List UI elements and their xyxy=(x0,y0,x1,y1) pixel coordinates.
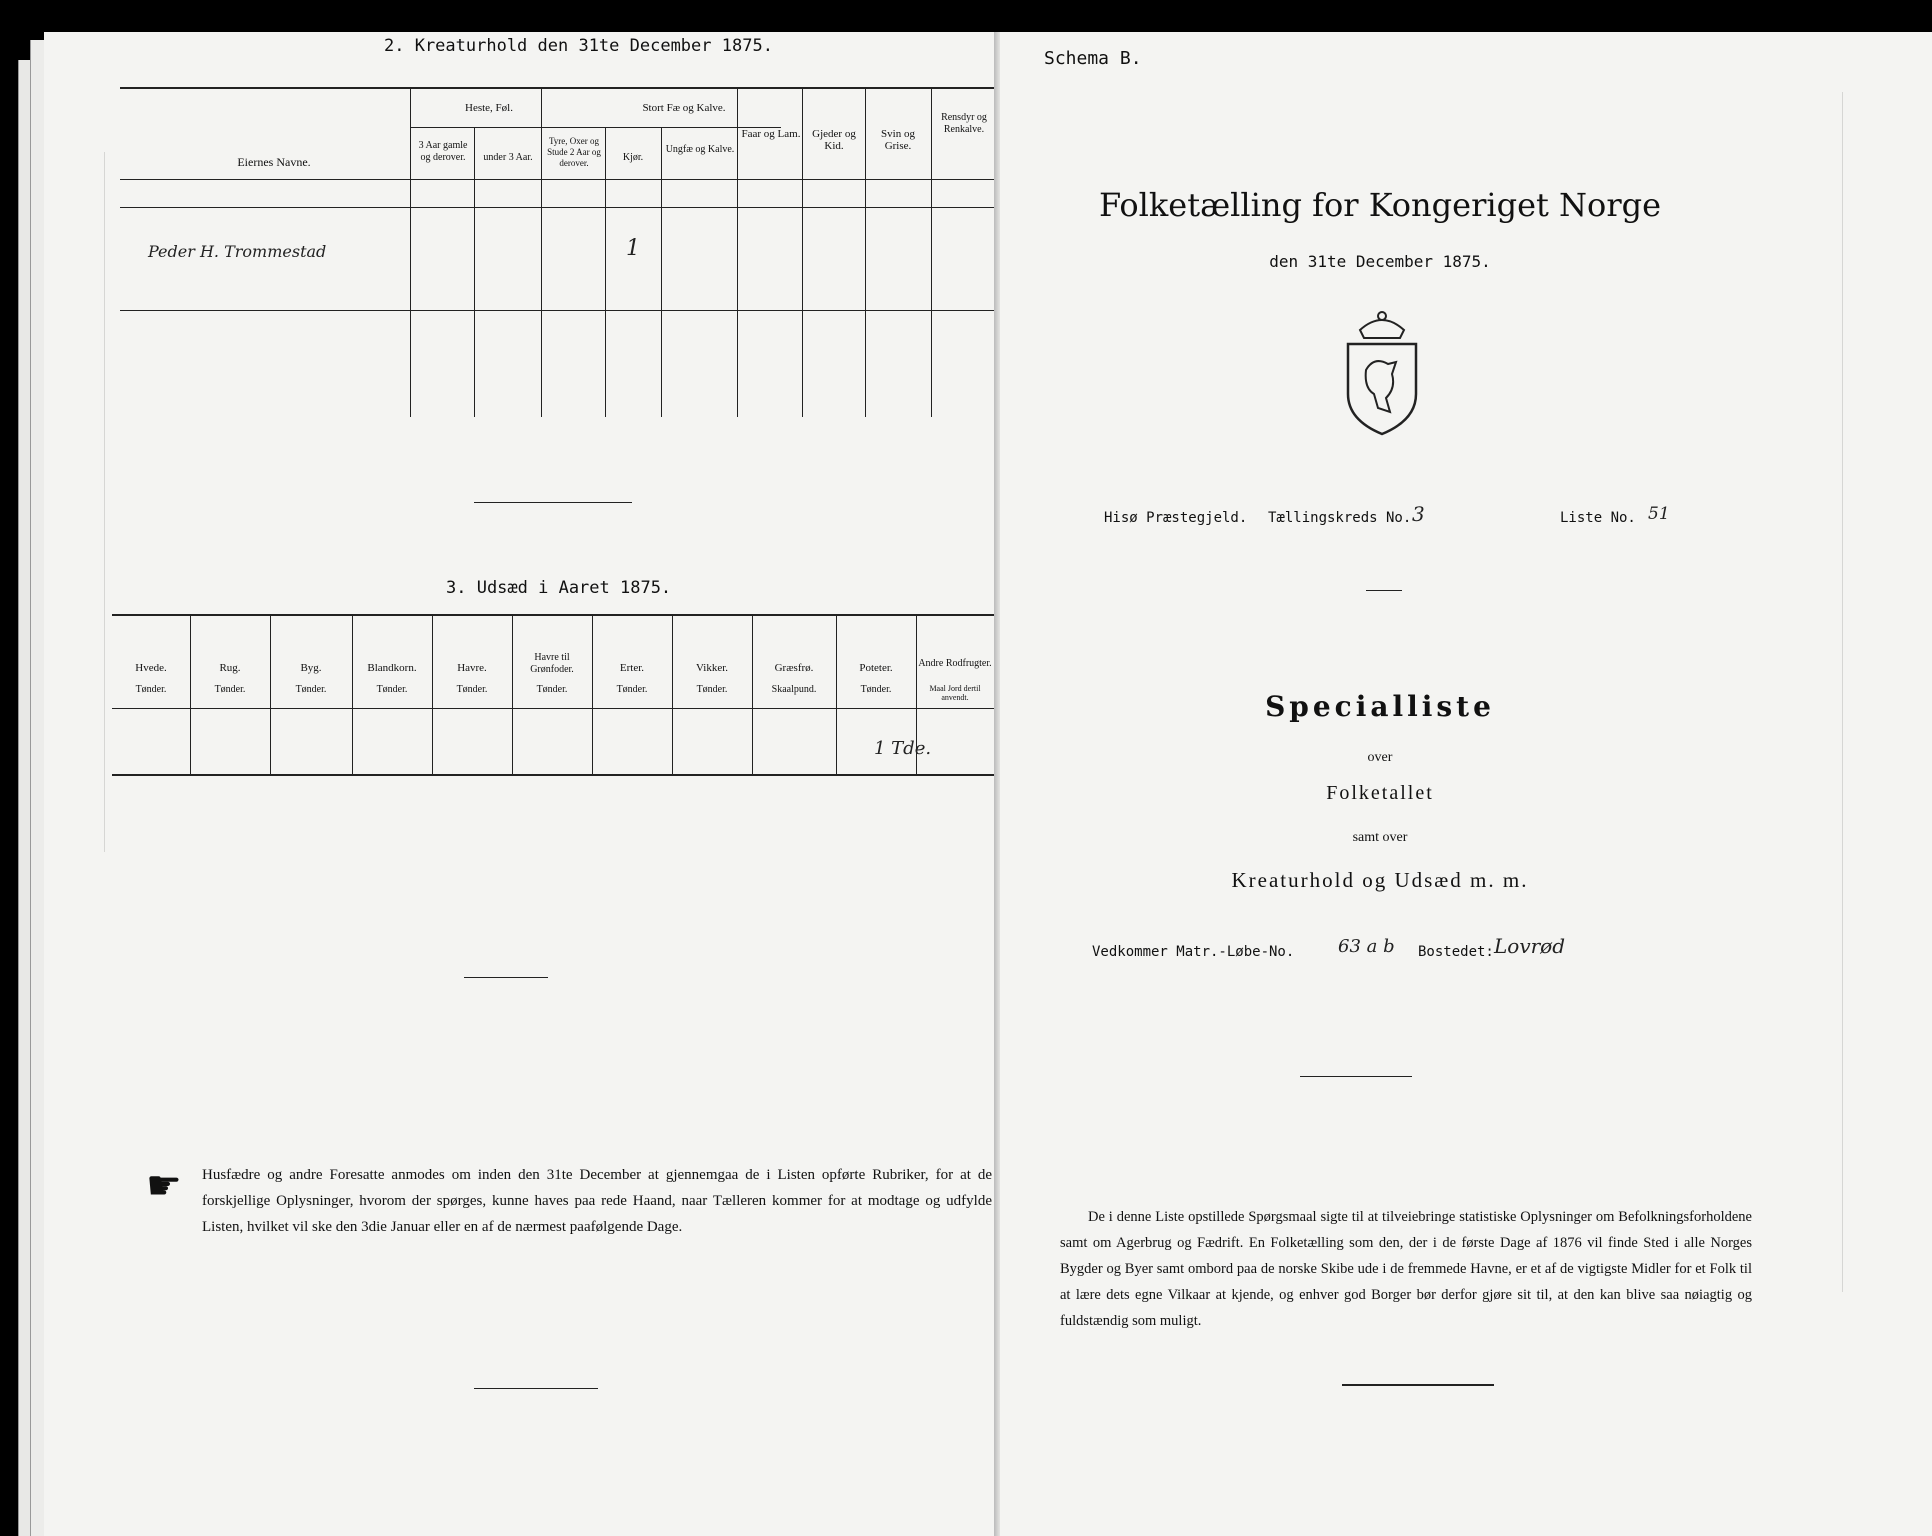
header-rensdyr: Rensdyr og Renkalve. xyxy=(941,112,987,135)
census-date: den 31te December 1875. xyxy=(1269,252,1491,271)
right-page xyxy=(1000,32,1932,1536)
samt-over-text: samt over xyxy=(1352,830,1408,845)
header-owner: Eiernes Navne. xyxy=(237,155,311,169)
table-rule xyxy=(112,614,1028,616)
separator xyxy=(474,502,632,503)
udsaed-havre: Havre. xyxy=(457,662,487,674)
bosted-label: Bostedet: xyxy=(1418,944,1494,960)
owner-name: Peder H. Trommestad xyxy=(148,242,327,261)
bleed-through xyxy=(44,152,105,852)
udsaed-blandkorn: Blandkorn. xyxy=(367,662,417,674)
header-ungfae: Ungfæ og Kalve. xyxy=(665,144,735,155)
section3-title: 3. Udsæd i Aaret 1875. xyxy=(446,578,672,598)
header-gjeder: Gjeder og Kid. xyxy=(812,128,856,152)
liste-label: Liste No. xyxy=(1560,510,1636,526)
table-col xyxy=(931,87,932,417)
udsaed-hvede-unit: Tønder. xyxy=(135,684,167,695)
header-heste: Heste, Føl. xyxy=(465,102,513,114)
header-svin: Svin og Grise. xyxy=(881,128,915,152)
kjor-count: 1 xyxy=(626,236,640,261)
header-heste-under: under 3 Aar. xyxy=(483,152,533,163)
table-col xyxy=(802,87,803,417)
table-col xyxy=(737,87,738,417)
table-rule xyxy=(120,207,1028,208)
schema-label: Schema B. xyxy=(1044,48,1142,69)
specialliste-title: Specialliste xyxy=(1265,690,1495,723)
separator xyxy=(1300,1076,1412,1077)
bosted-value: Lovrød xyxy=(1494,934,1566,958)
prestegjeld-label: Hisø Præstegjeld. xyxy=(1104,510,1248,526)
udsaed-hvede: Hvede. xyxy=(135,662,167,674)
udsaed-vikker-unit: Tønder. xyxy=(696,684,728,695)
udsaed-blandkorn-unit: Tønder. xyxy=(376,684,408,695)
header-heste-3aar: 3 Aar gamle og derover. xyxy=(418,140,468,163)
udsaed-gronfoder: Havre til Grønfoder. xyxy=(530,652,574,675)
separator xyxy=(1342,1384,1494,1386)
info-paragraph: De i denne Liste opstillede Spørgsmaal sigte til at tilveiebringe statistiske Oplysninger om Befolkningsforholdene samt om Agerbrug og Fædrift. En Folketælling som den, der i de første Dage af 1876 vil finde Sted i alle Norges Bygder og Byer samt ombord paa de norske Skibe ude i de fremmede Havne, er et af de vigtigste Midler for et Folk til at lære dets egne Vilkaar at kjende, og enhver god Borger bør derfor gjøre sit til, at den kan blive saa nøiagtig og fuldstændig som muligt. xyxy=(1060,1209,1752,1329)
kreds-label: Tællingskreds No. xyxy=(1268,510,1412,526)
separator xyxy=(1366,590,1402,591)
liste-value: 51 xyxy=(1648,504,1670,524)
udsaed-byg: Byg. xyxy=(300,662,322,674)
bleed-through xyxy=(1842,92,1883,1292)
table-col xyxy=(541,87,542,417)
header-tyre: Tyre, Oxer og Stude 2 Aar og derover. xyxy=(547,136,601,168)
table-col xyxy=(410,87,411,417)
poteter-value: 1 Tde. xyxy=(874,738,932,759)
table-col xyxy=(865,87,866,417)
table-rule xyxy=(120,87,1028,89)
table-rule xyxy=(112,774,1028,776)
over-text: over xyxy=(1367,750,1393,765)
matr-label: Vedkommer Matr.-Løbe-No. xyxy=(1092,944,1295,960)
pointing-hand-icon: ☛ xyxy=(146,1163,182,1208)
header-kjor: Kjør. xyxy=(622,152,644,163)
header-stort: Stort Fæ og Kalve. xyxy=(642,102,726,114)
udsaed-poteter-unit: Tønder. xyxy=(860,684,892,695)
table-col xyxy=(474,127,475,417)
table-col xyxy=(605,127,606,417)
udsaed-graesfro-unit: Skaalpund. xyxy=(771,684,817,695)
table-rule xyxy=(120,310,1028,311)
udsaed-rug: Rug. xyxy=(219,662,241,674)
left-page xyxy=(44,32,994,1536)
udsaed-vikker: Vikker. xyxy=(695,662,729,674)
separator xyxy=(464,977,548,978)
table-rule xyxy=(120,179,1028,180)
header-faar: Faar og Lam. xyxy=(741,128,801,140)
table-col xyxy=(512,614,513,776)
kreaturhold-text: Kreaturhold og Udsæd m. m. xyxy=(1231,868,1529,892)
udsaed-erter: Erter. xyxy=(619,662,645,674)
udsaed-rodfrugter-unit: Maal Jord dertil anvendt. xyxy=(929,684,981,702)
udsaed-gronfoder-unit: Tønder. xyxy=(536,684,568,695)
udsaed-graesfro: Græsfrø. xyxy=(774,662,814,674)
table-rule xyxy=(410,127,585,128)
udsaed-erter-unit: Tønder. xyxy=(616,684,648,695)
udsaed-rodfrugter: Andre Rodfrugter. xyxy=(918,658,992,669)
kreds-value: 3 xyxy=(1412,502,1425,526)
udsaed-havre-unit: Tønder. xyxy=(456,684,488,695)
notice-paragraph: Husfædre og andre Foresatte anmodes om inden den 31te December at gjennemgaa de i Listen opførte Rubriker, for at de forskjellige Oplysninger, hvorom der spørges, kunne haves paa rede Haand, naar Tælleren kommer for at modtage og udfylde Listen, hvilket vil ske den 3die Januar eller en af de nærmest paafølgende Dage. xyxy=(202,1167,992,1235)
matr-value: 63 a b xyxy=(1338,936,1395,957)
folketallet-text: Folketallet xyxy=(1326,782,1434,804)
separator xyxy=(474,1388,598,1389)
udsaed-poteter: Poteter. xyxy=(859,662,893,674)
udsaed-byg-unit: Tønder. xyxy=(295,684,327,695)
udsaed-rug-unit: Tønder. xyxy=(214,684,246,695)
census-title: Folketælling for Kongeriget Norge xyxy=(1098,186,1662,224)
table-rule xyxy=(112,708,1028,709)
table-col xyxy=(661,127,662,417)
section2-title: 2. Kreaturhold den 31te December 1875. xyxy=(384,36,773,56)
coat-of-arms-icon xyxy=(1330,308,1434,438)
